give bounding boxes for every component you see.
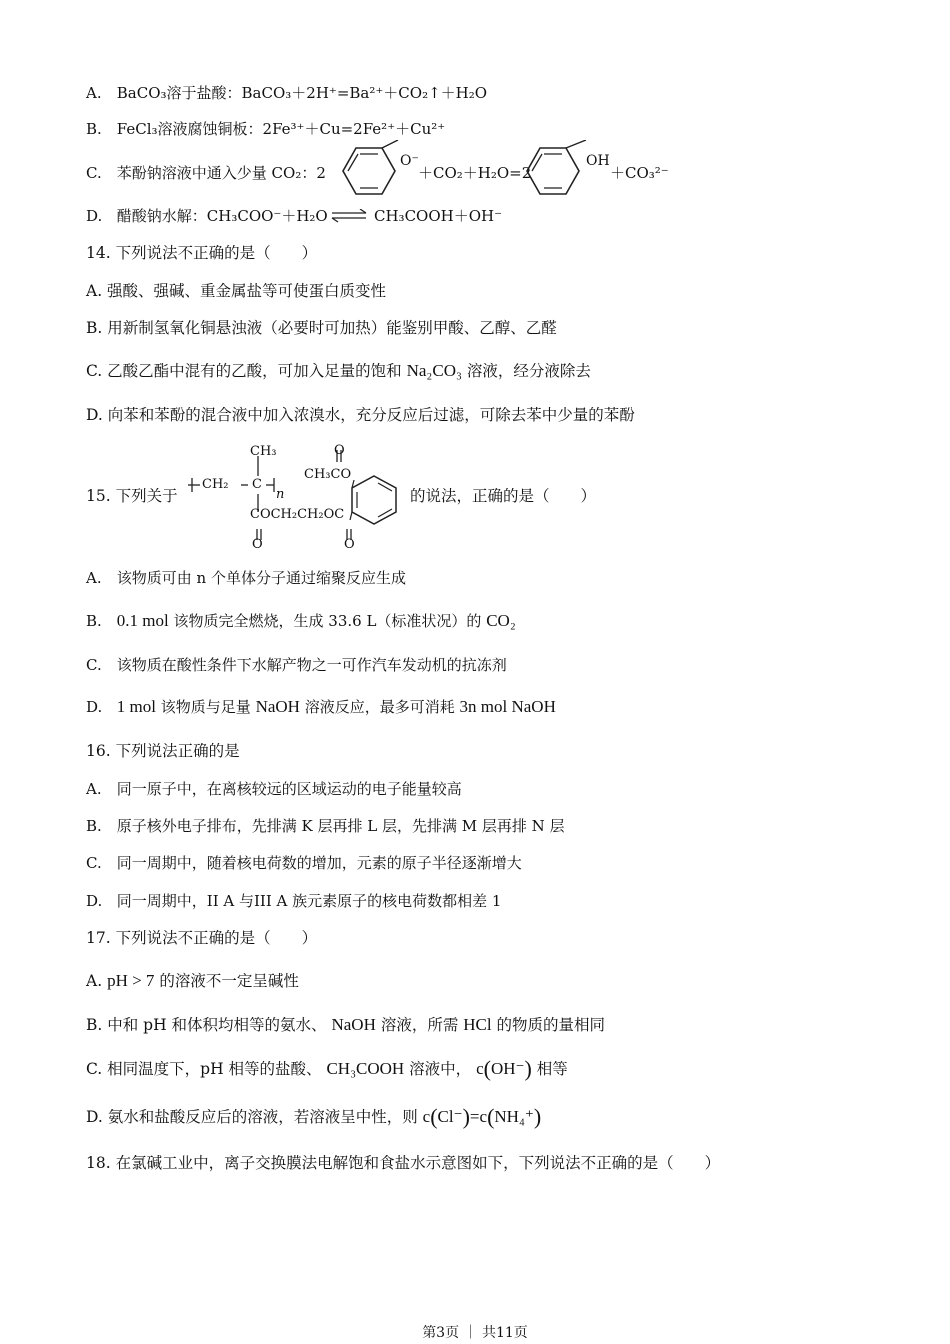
co2-formula: CO₂ — [486, 611, 516, 630]
q13-option-c — [86, 162, 326, 184]
option-text: 溶液，经分液除去 — [466, 362, 591, 380]
option-text: 溶液中， — [409, 1060, 472, 1078]
naoh-formula: NaOH — [255, 697, 300, 716]
option-text: BaCO₃溶于盐酸：BaCO₃＋2H⁺=Ba²⁺＋CO₂↑＋H₂O — [116, 84, 488, 102]
q17-option-d — [86, 1106, 541, 1128]
option-text: 溶液，所需 — [380, 1016, 459, 1034]
struct-n: n — [276, 487, 285, 502]
option-text: C. 相同温度下，pH 相等的盐酸、 — [86, 1060, 322, 1078]
option-label: A. — [86, 84, 102, 102]
q13-option-a — [86, 82, 487, 104]
q15-option-a — [86, 567, 406, 589]
option-text: 苯酚钠溶液中通入少量 CO₂：2 — [116, 164, 326, 182]
struct-ch2: CH₂ — [202, 477, 229, 492]
left-paren: ( — [487, 1104, 495, 1129]
right-paren: ) — [524, 1056, 532, 1081]
amount: 1 mol — [116, 697, 156, 716]
struct-ch3: CH₃ — [250, 444, 277, 459]
q16-option-d — [86, 890, 501, 912]
amount: 0.1 mol — [116, 611, 169, 630]
right-paren: ) — [462, 1104, 470, 1129]
option-text: 该物质完全燃烧，生成 33.6 L（标准状况）的 — [173, 612, 482, 630]
option-label: C. — [86, 656, 102, 674]
q17-option-c — [86, 1058, 568, 1080]
q18-stem: 18. 在氯碱工业中，离子交换膜法电解饱和食盐水示意图如下，下列说法不正确的是（ ） — [86, 1154, 721, 1172]
option-text-mid: ＋CO₂＋H₂O=2 — [418, 164, 532, 182]
option-text: 该物质可由 n 个单体分子通过缩聚反应生成 — [116, 569, 406, 587]
q17-option-a — [86, 970, 299, 992]
option-text: 相等 — [536, 1060, 568, 1078]
cl-ion: Cl⁻ — [437, 1107, 463, 1126]
option-label: A. — [86, 972, 103, 990]
option-text-post: ＋CO₃²⁻ — [610, 164, 669, 182]
option-text: FeCl₃溶液腐蚀铜板：2Fe³⁺＋Cu=2Fe²⁺＋Cu²⁺ — [116, 120, 446, 138]
option-text: 的溶液不一定呈碱性 — [159, 972, 299, 990]
option-label: B. — [86, 817, 102, 835]
left-paren: ( — [430, 1104, 438, 1129]
option-text: 溶液反应，最多可消耗 — [304, 698, 455, 716]
na2co3-formula: Na₂CO₃ — [406, 361, 462, 380]
option-text: 该物质在酸性条件下水解产物之一可作汽车发动机的抗冻剂 — [116, 656, 507, 674]
q14-option-b: B. 用新制氢氧化铜悬浊液（必要时可加热）能鉴别甲酸、乙醇、乙醛 — [86, 319, 557, 337]
equilibrium-arrow-icon — [330, 209, 370, 223]
nh4-ion: NH₄⁺ — [494, 1107, 534, 1126]
q16-option-b — [86, 815, 565, 837]
q14-option-c — [86, 360, 591, 382]
page-footer: 第3页 ｜ 共11页 — [422, 1325, 528, 1341]
q14-option-d: D. 向苯和苯酚的混合液中加入浓溴水，充分反应后过滤，可除去苯中少量的苯酚 — [86, 406, 635, 424]
option-label: C. — [86, 164, 102, 182]
left-paren: ( — [483, 1056, 491, 1081]
concentration-c: c — [422, 1107, 431, 1126]
struct-o1: O — [334, 443, 345, 458]
q14-stem: 14. 下列说法不正确的是（ ） — [86, 244, 318, 262]
option-label: D. — [86, 698, 103, 716]
option-text-post: CH₃COOH＋OH⁻ — [374, 207, 503, 225]
q15-stem-pre: 15. 下列关于 — [86, 487, 178, 505]
option-text: 原子核外电子排布，先排满 K 层再排 L 层，先排满 M 层再排 N 层 — [116, 817, 565, 835]
q14-option-a: A. 强酸、强碱、重金属盐等可使蛋白质变性 — [86, 282, 387, 300]
option-text: 同一原子中，在离核较远的区域运动的电子能量较高 — [116, 780, 462, 798]
option-text: 同一周期中，随着核电荷数的增加，元素的原子半径逐渐增大 — [116, 854, 522, 872]
q15-option-d — [86, 696, 556, 718]
amount2: 3n mol NaOH — [459, 697, 556, 716]
option-text: C. 乙酸乙酯中混有的乙酸，可加入足量的饱和 — [86, 362, 402, 380]
struct-c: C — [252, 477, 262, 492]
hcl-formula: HCl — [463, 1015, 492, 1034]
ch3cooh-formula: CH₃COOH — [326, 1059, 405, 1078]
q13-option-d — [86, 205, 328, 227]
ph-formula: pH > 7 — [107, 971, 155, 990]
polymer-structure — [184, 436, 412, 556]
struct-ch3co: CH₃CO — [304, 467, 352, 482]
option-label: D. — [86, 892, 103, 910]
q16-stem: 16. 下列说法正确的是 — [86, 742, 240, 760]
equals-c: =c — [469, 1107, 488, 1126]
option-text: B. 中和 pH 和体积均相等的氨水、 — [86, 1016, 327, 1034]
option-text: 醋酸钠水解：CH₃COO⁻＋H₂O — [116, 207, 328, 225]
right-paren: ) — [533, 1104, 542, 1129]
q15-option-c — [86, 654, 507, 676]
option-label: A. — [86, 780, 102, 798]
q17-stem: 17. 下列说法不正确的是（ ） — [86, 929, 318, 947]
q13-option-b — [86, 118, 445, 140]
q15-option-b — [86, 610, 516, 632]
naoh-formula: NaOH — [331, 1015, 376, 1034]
q17-option-b — [86, 1014, 605, 1036]
struct-o3: O — [344, 537, 355, 552]
struct-o2: O — [252, 537, 263, 552]
option-label: B. — [86, 120, 102, 138]
q15-stem-post: 的说法，正确的是（ ） — [410, 487, 597, 505]
q16-option-c — [86, 852, 522, 874]
option-text: 该物质与足量 — [160, 698, 251, 716]
option-text: 的物质的量相同 — [496, 1016, 606, 1034]
phenoxide-o-minus: O⁻ — [400, 153, 419, 169]
struct-cooch: COCH₂CH₂OC — [250, 507, 345, 522]
option-text: 同一周期中，II A 与III A 族元素原子的核电荷数都相差 1 — [116, 892, 502, 910]
q16-option-a — [86, 778, 462, 800]
option-text: D. 氨水和盐酸反应后的溶液，若溶液呈中性，则 — [86, 1108, 418, 1126]
option-label: D. — [86, 207, 103, 225]
option-label: C. — [86, 854, 102, 872]
option-label: B. — [86, 612, 102, 630]
phenol-oh: OH — [586, 153, 610, 169]
option-label: A. — [86, 569, 102, 587]
concentration-c: c — [476, 1059, 484, 1078]
oh-ion: OH⁻ — [490, 1059, 525, 1078]
